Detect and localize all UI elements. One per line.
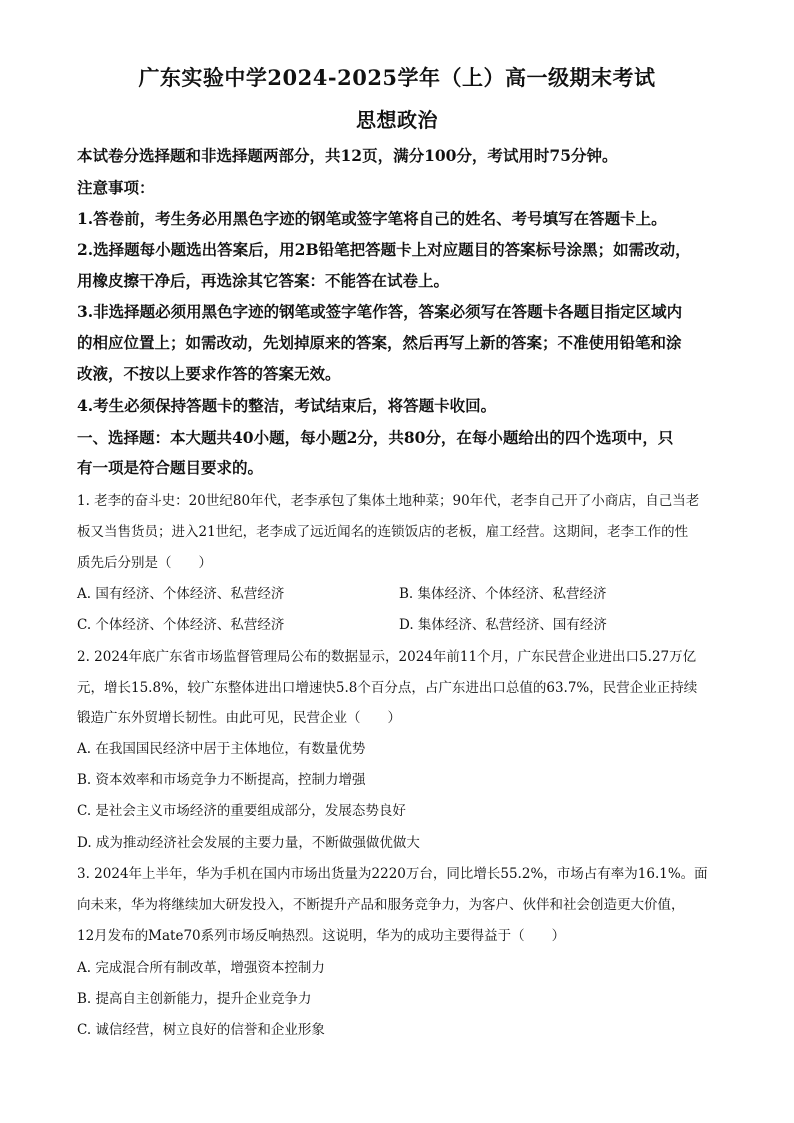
question-1-stem: 1. 老李的奋斗史：20世纪80年代，老李承包了集体土地种菜；90年代，老李自己开了小商店，自己当老	[77, 493, 700, 509]
note-line: 改液，不按以上要求作答的答案无效。	[77, 364, 341, 383]
question-2-option-d: D. 成为推动经济社会发展的主要力量，不断做强做优做大	[77, 835, 420, 851]
note-line: 3.非选择题必须用黑色字迹的钢笔或签字笔作答，答案必须写在答题卡各题目指定区域内	[77, 302, 683, 321]
question-1-option-a: A. 国有经济、个体经济、私营经济	[77, 586, 285, 602]
question-3-option-a: A. 完成混合所有制改革，增强资本控制力	[77, 960, 325, 976]
note-line: 的相应位置上；如需改动，先划掉原来的答案，然后再写上新的答案；不准使用铅笔和涂	[77, 333, 682, 352]
question-1-option-b: B. 集体经济、个体经济、私营经济	[399, 586, 607, 602]
section-heading: 有一项是符合题目要求的。	[77, 458, 264, 477]
question-3-option-c: C. 诚信经营，树立良好的信誉和企业形象	[77, 1022, 325, 1038]
question-2-stem: 锻造广东外贸增长韧性。由此可见，民营企业（ ）	[77, 710, 401, 726]
note-line: 1.答卷前，考生务必用黑色字迹的钢笔或签字笔将自己的姓名、考号填写在答题卡上。	[77, 209, 667, 228]
note-line: 2.选择题每小题选出答案后，用2B铅笔把答题卡上对应题目的答案标号涂黑；如需改动，	[77, 240, 691, 259]
question-2-stem: 元，增长15.8%，较广东整体进出口增速快5.8个百分点，占广东进出口总值的63.7%，民营企业正持续	[77, 680, 698, 696]
note-line: 用橡皮擦干净后，再选涂其它答案：不能答在试卷上。	[77, 271, 450, 290]
question-2-stem: 2. 2024年底广东省市场监督管理局公布的数据显示，2024年前11个月，广东民营企业进出口5.27万亿	[77, 649, 697, 665]
question-3-stem: 向未来，华为将继续加大研发投入，不断提升产品和服务竞争力，为客户、伙伴和社会创造更大价值，	[77, 897, 685, 913]
exam-intro: 本试卷分选择题和非选择题两部分，共12页，满分100分，考试用时75分钟。	[77, 146, 618, 165]
question-1-option-c: C. 个体经济、个体经济、私营经济	[77, 617, 285, 633]
question-3-stem: 12月发布的Mate70系列市场反响热烈。这说明，华为的成功主要得益于（ ）	[77, 928, 566, 944]
question-3-stem: 3. 2024年上半年，华为手机在国内市场出货量为2220万台，同比增长55.2%，市场占有率为16.1%。面	[77, 866, 708, 882]
question-3-option-b: B. 提高自主创新能力，提升企业竞争力	[77, 991, 312, 1007]
section-heading: 一、选择题：本大题共40小题，每小题2分，共80分，在每小题给出的四个选项中，只	[77, 428, 674, 447]
question-1-option-d: D. 集体经济、私营经济、国有经济	[399, 617, 607, 633]
question-2-option-a: A. 在我国国民经济中居于主体地位，有数量优势	[77, 741, 366, 757]
subject-title: 思想政治	[356, 108, 438, 132]
question-1-stem: 质先后分别是（ ）	[77, 555, 212, 571]
question-2-option-b: B. 资本效率和市场竞争力不断提高，控制力增强	[77, 772, 366, 788]
question-1-stem: 板又当售货员；进入21世纪，老李成了远近闻名的连锁饭店的老板，雇工经营。这期间，老李工作的性	[77, 524, 689, 540]
exam-title: 广东实验中学2024-2025学年（上）高一级期末考试	[138, 65, 656, 90]
question-2-option-c: C. 是社会主义市场经济的重要组成部分，发展态势良好	[77, 803, 406, 819]
note-line: 4.考生必须保持答题卡的整洁，考试结束后，将答题卡收回。	[77, 396, 497, 415]
notes-heading: 注意事项：	[77, 178, 155, 197]
